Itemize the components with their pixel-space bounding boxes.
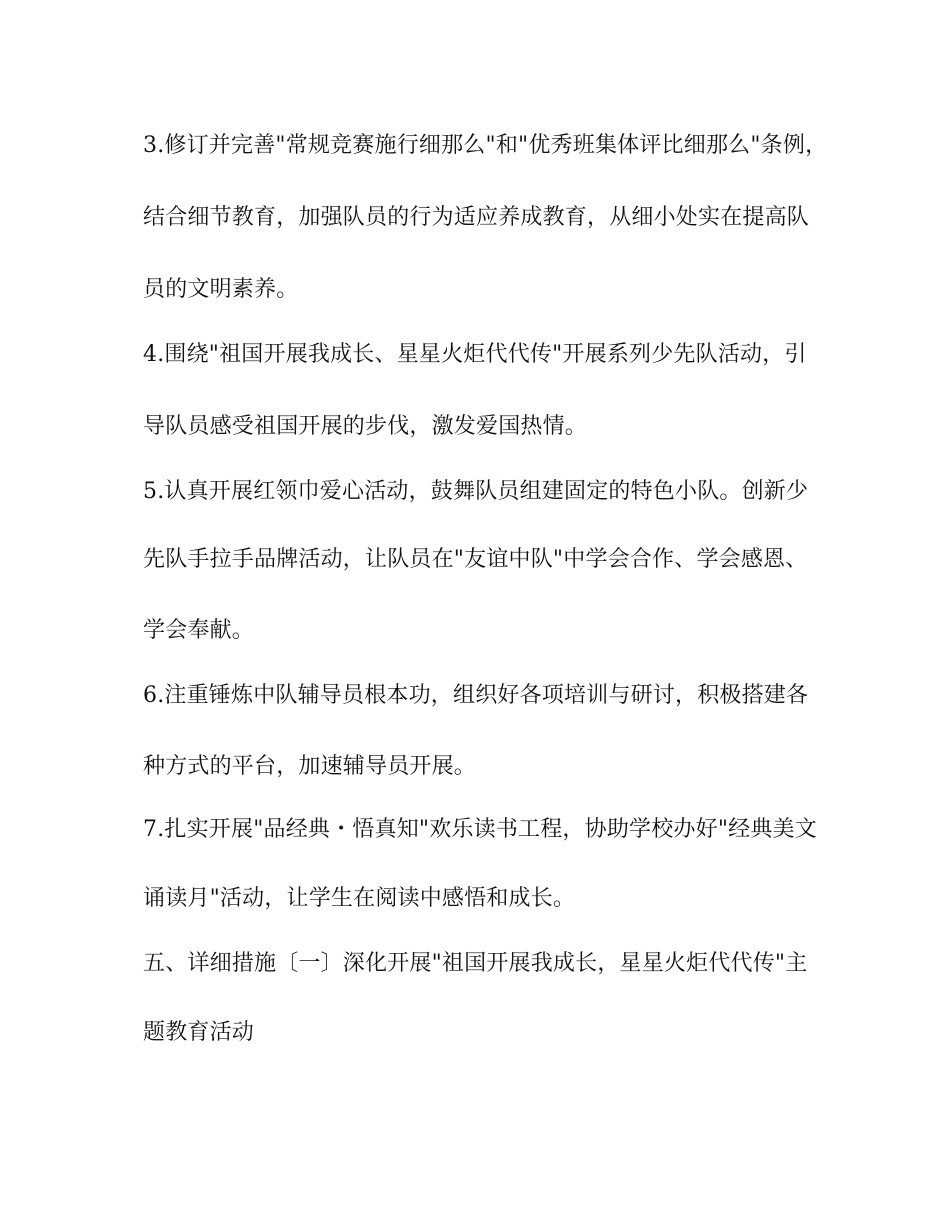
text-line: 6.注重锤炼中队辅导员根本功，组织好各项培训与研讨，积极搭建各	[143, 683, 809, 708]
text-line: 7.扎实开展"品经典・悟真知"欢乐读书工程，协助学校办好"经典美文	[143, 817, 817, 842]
text-line: 导队员感受祖国开展的步伐，激发爱国热情。	[143, 414, 588, 439]
text-line: 5.认真开展红领巾爱心活动，鼓舞队员组建固定的特色小队。创新少	[143, 479, 809, 504]
text-line: 先队手拉手品牌活动，让队员在"友谊中队"中学会合作、学会感恩、	[143, 547, 808, 572]
text-line: 五、详细措施〔一〕深化开展"祖国开展我成长，星星火炬代代传"主	[143, 951, 808, 976]
text-line: 4.围绕"祖国开展我成长、星星火炬代代传"开展系列少先队活动，引	[143, 342, 807, 367]
text-line: 种方式的平台，加速辅导员开展。	[143, 754, 477, 779]
text-line: 3.修订并完善"常规竞赛施行细那么"和"优秀班集体评比细那么"条例，	[143, 133, 828, 158]
text-line: 学会奉献。	[143, 618, 255, 643]
text-line: 员的文明素养。	[143, 277, 299, 302]
text-line: 结合细节教育，加强队员的行为适应养成教育，从细小处实在提高队	[143, 205, 810, 230]
text-line: 题教育活动	[143, 1020, 255, 1045]
text-line: 诵读月"活动，让学生在阅读中感悟和成长。	[143, 886, 576, 911]
